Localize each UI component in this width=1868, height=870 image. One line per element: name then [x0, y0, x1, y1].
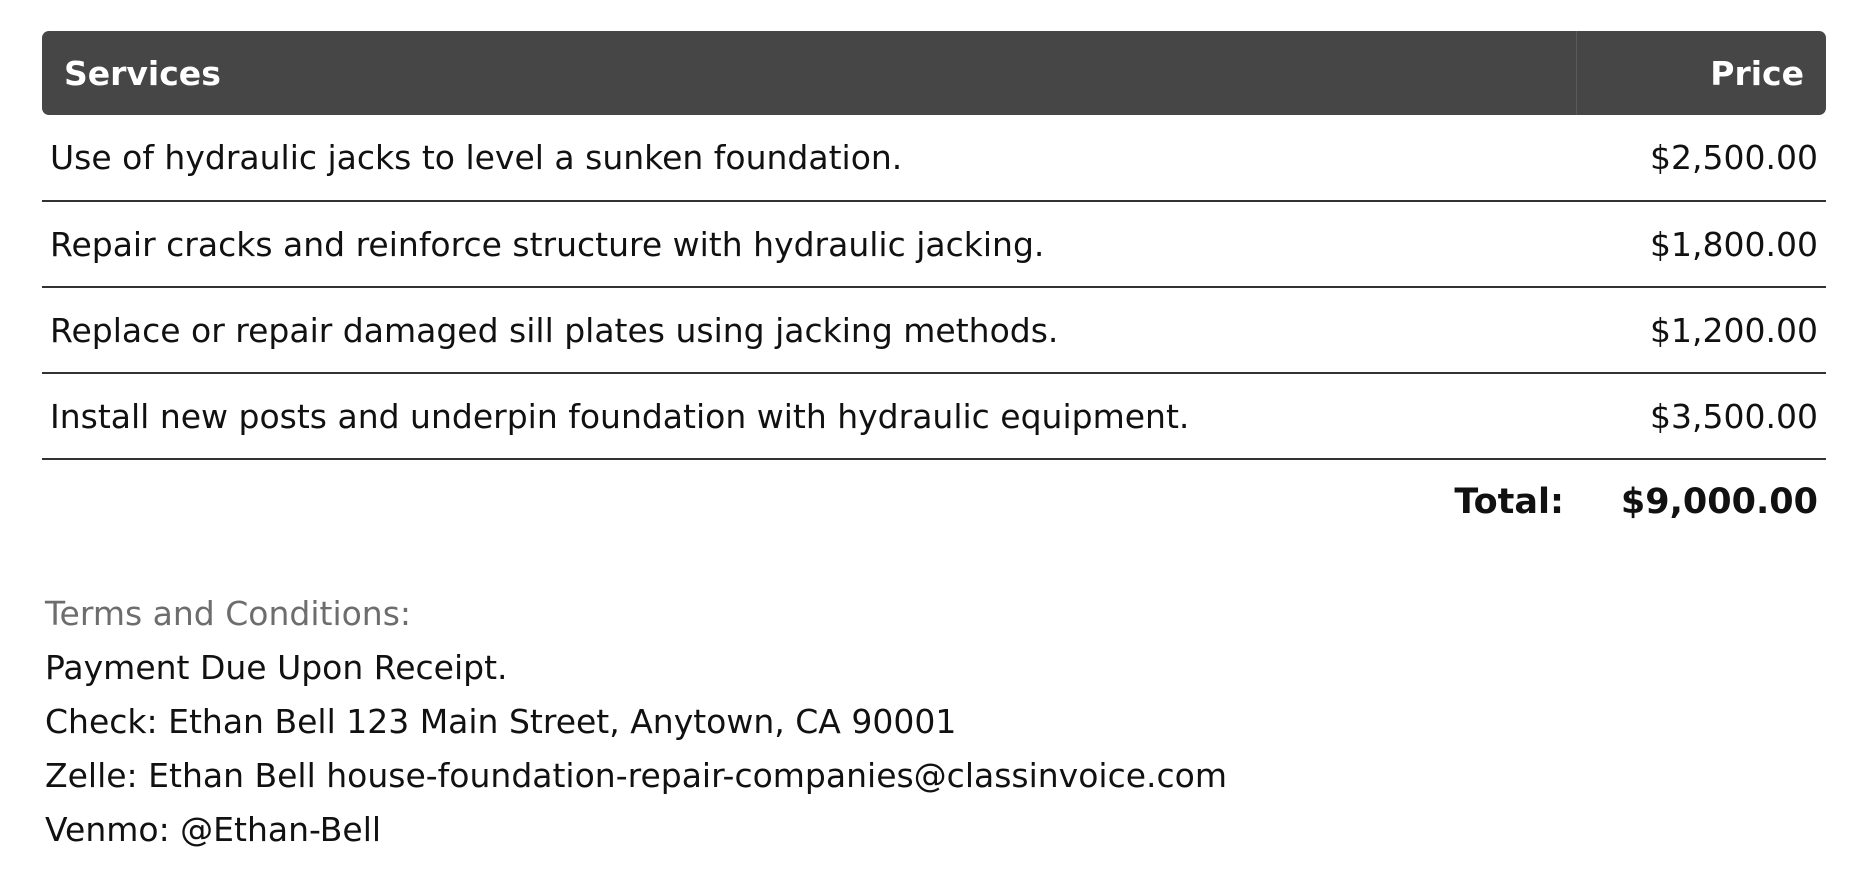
- service-price: $2,500.00: [1576, 115, 1826, 201]
- zelle-payment-line: Zelle: Ethan Bell house-foundation-repair-companies@classinvoice.com: [45, 756, 1227, 795]
- service-price: $3,500.00: [1576, 373, 1826, 459]
- header-row: [42, 31, 1826, 115]
- payment-due-line: Payment Due Upon Receipt.: [45, 648, 508, 687]
- services-table: [42, 31, 1826, 543]
- service-description: Replace or repair damaged sill plates using jacking methods.: [42, 287, 1576, 373]
- check-payment-line: Check: Ethan Bell 123 Main Street, Anytown, CA 90001: [45, 702, 957, 741]
- invoice-section: [42, 31, 1826, 857]
- price-column-header: Price: [1576, 31, 1826, 115]
- total-value: $9,000.00: [1620, 481, 1818, 522]
- table-row: [42, 115, 1826, 201]
- total-row: [42, 459, 1826, 543]
- terms-title: Terms and Conditions:: [45, 594, 412, 633]
- venmo-payment-line: Venmo: @Ethan-Bell: [45, 810, 382, 849]
- service-price: $1,200.00: [1576, 287, 1826, 373]
- table-row: [42, 201, 1826, 287]
- table-row: [42, 373, 1826, 459]
- terms-section: [42, 587, 1826, 857]
- table-row: [42, 287, 1826, 373]
- services-column-header: Services: [42, 31, 1576, 115]
- service-description: Repair cracks and reinforce structure with hydraulic jacking.: [42, 201, 1576, 287]
- service-price: $1,800.00: [1576, 201, 1826, 287]
- service-description: Use of hydraulic jacks to level a sunken foundation.: [42, 115, 1576, 201]
- total-label: Total:: [1454, 481, 1564, 522]
- table-body: [42, 115, 1826, 543]
- table-header: [42, 31, 1826, 115]
- service-description: Install new posts and underpin foundation with hydraulic equipment.: [42, 373, 1576, 459]
